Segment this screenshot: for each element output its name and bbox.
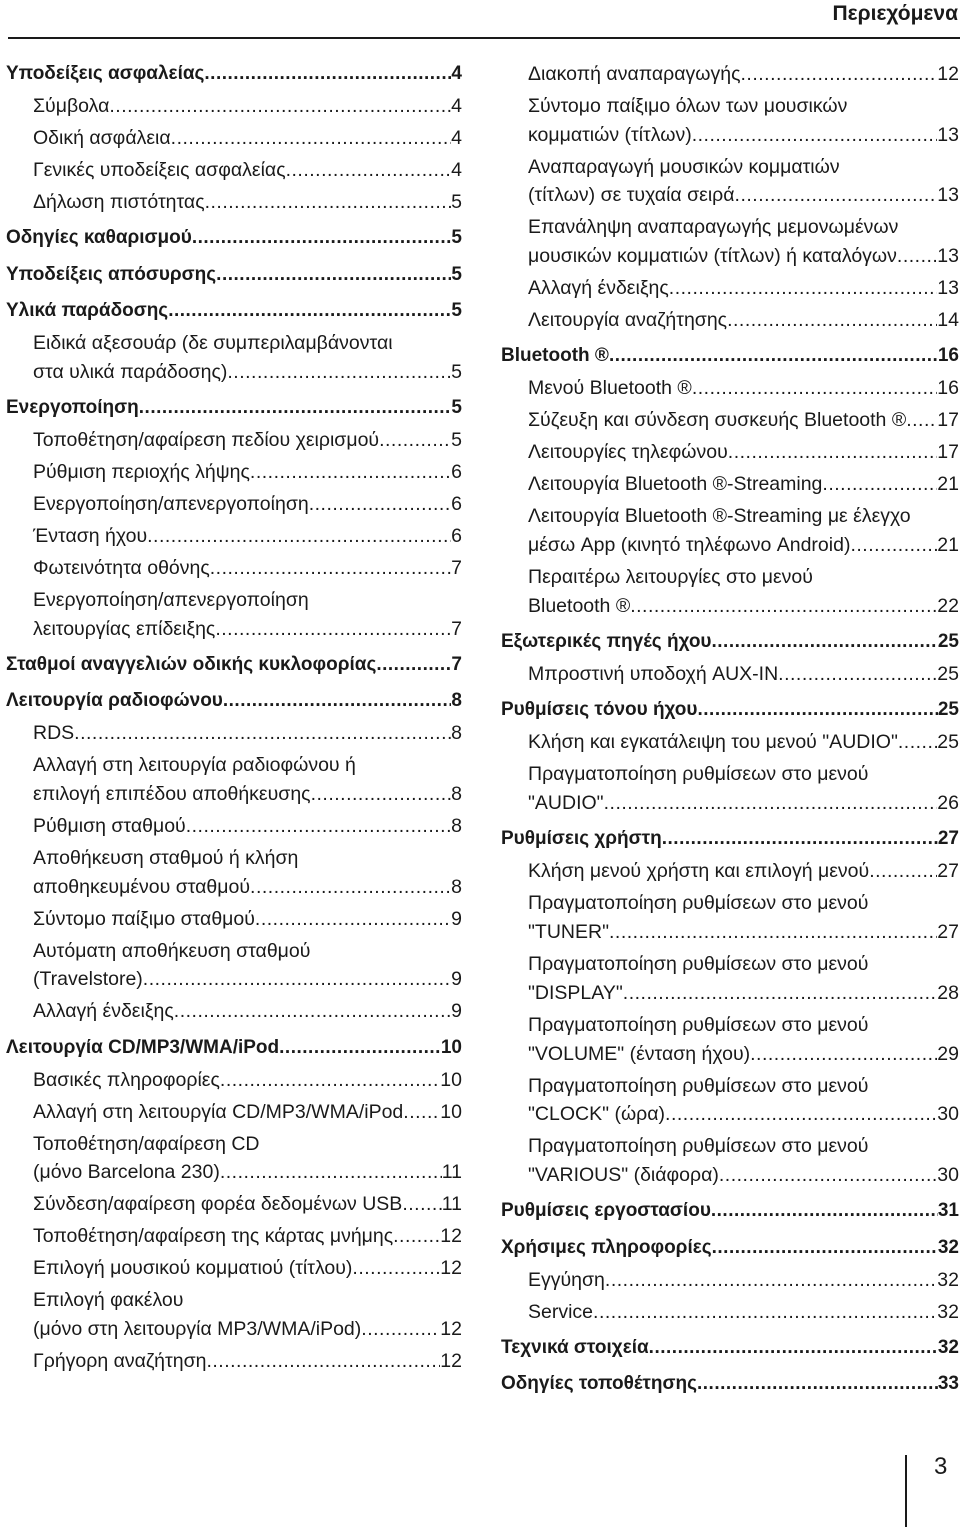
toc-entry-title: Ρυθμίσεις εργοστασίου [501,1200,711,1222]
toc-entry-title: Μενού Bluetooth ® [528,377,692,400]
toc-page-number: 27 [937,828,959,850]
toc-leader-dots [74,719,451,748]
toc-entry-title: Πραγματοποίηση ρυθμίσεων στο μενού [528,892,869,915]
toc-page-number: 6 [451,460,462,483]
toc-entry-title: Πραγματοποίηση ρυθμίσεων στο μενού [528,953,869,976]
toc-entry-title: λειτουργίας επίδειξης [33,617,216,640]
toc-entry[interactable] [6,1254,462,1283]
toc-section-heading[interactable] [6,60,462,89]
toc-entry[interactable] [501,857,959,886]
toc-leader-dots [869,857,937,886]
toc-leader-dots [204,60,451,89]
toc-page-number: 13 [937,245,959,268]
toc-entry-title: Ενεργοποίηση [6,396,139,418]
toc-page-number: 16 [937,345,959,367]
toc-leader-dots [309,490,451,519]
toc-page-number: 5 [451,227,462,249]
toc-page-number: 33 [937,1373,959,1395]
toc-section-heading[interactable] [6,1034,462,1063]
toc-entry-title: (μόνο στη λειτουργία MP3/WMA/iPod) [33,1318,362,1340]
toc-page-number: 12 [440,1257,462,1280]
toc-page-number: 4 [451,63,462,84]
toc-page-number: 5 [451,428,462,451]
toc-page-number: 13 [937,277,959,300]
toc-entry-title: Αναπαραγωγή μουσικών κομματιών [528,155,840,178]
toc-leader-dots [822,470,937,499]
toc-entry[interactable] [501,1266,959,1295]
toc-entry[interactable] [6,329,462,386]
toc-leader-dots [697,1370,938,1399]
toc-section-heading[interactable] [501,1197,959,1226]
toc-entry-title: Κλήση και εγκατάλειψη του μενού "AUDIO" [528,731,898,754]
toc-page-number: 30 [937,1103,959,1126]
toc-entry[interactable] [6,426,462,455]
toc-leader-dots [311,780,452,809]
toc-entry-title: Αποθήκευση σταθμού ή κλήση [33,846,299,869]
toc-entry[interactable] [501,274,959,303]
toc-leader-dots [604,789,938,818]
toc-entry-title: μέσω App (κινητό τηλέφωνο Android) [528,534,851,557]
toc-entry-title: Ενεργοποίηση/απενεργοποίηση [33,492,309,515]
toc-entry[interactable] [501,1072,959,1129]
toc-leader-dots [220,1158,442,1187]
toc-entry-title: Βασικές πληροφορίες [33,1068,220,1091]
toc-entry[interactable] [6,458,462,487]
toc-entry[interactable] [501,60,959,89]
header-divider [8,37,960,39]
toc-entry[interactable] [501,1298,959,1327]
toc-entry-title: Επιλογή μουσικού κομματιού (τίτλου) [33,1257,353,1280]
toc-page-number: 27 [937,921,959,944]
toc-entry[interactable] [6,1098,462,1127]
toc-section-heading[interactable] [6,261,462,290]
toc-entry-title: Ένταση ήχου [33,524,148,547]
toc-section-heading[interactable] [6,651,462,680]
toc-leader-dots [255,905,451,934]
toc-page-number: 12 [440,1225,462,1248]
toc-entry-title: Περαιτέρω λειτουργίες στο μενού [528,566,813,589]
toc-page-number: 10 [440,1036,462,1058]
toc-leader-dots [692,374,937,403]
toc-entry-title: Γενικές υποδείξεις ασφαλείας [33,159,286,181]
toc-entry[interactable] [501,1011,959,1068]
toc-entry[interactable] [6,937,462,994]
toc-page-number: 29 [937,1042,959,1065]
toc-entry-title: "AUDIO" [528,792,604,815]
toc-page-number: 11 [441,1193,462,1216]
toc-entry-title: Bluetooth ® [501,345,609,367]
toc-entry-title: Χρήσιμες πληροφορίες [501,1236,712,1258]
toc-section-heading[interactable] [6,297,462,326]
toc-leader-dots [897,242,937,271]
toc-entry-title: Υποδείξεις απόσυρσης [6,263,217,285]
toc-leader-dots [147,522,451,551]
toc-page-number: 32 [937,1336,959,1358]
toc-page-number: 12 [440,1350,462,1372]
toc-entry-title: Ενεργοποίηση/απενεργοποίηση [33,588,309,611]
toc-entry-title: Οδική ασφάλεια [33,127,171,149]
toc-entry[interactable] [501,760,959,817]
toc-entry-title: Λειτουργία CD/MP3/WMA/iPod [6,1036,280,1058]
toc-leader-dots [279,1034,441,1063]
toc-entry-title: Τοποθέτηση/αφαίρεση πεδίου χειρισμού [33,428,380,451]
toc-page-number: 25 [937,699,959,721]
toc-page-number: 7 [451,653,462,675]
toc-leader-dots [186,812,451,841]
toc-leader-dots [286,156,452,185]
toc-entry-title: Υλικά παράδοσης [6,299,169,321]
toc-entry-title: Δήλωση πιστότητας [33,191,205,213]
toc-leader-dots [205,188,452,217]
toc-page-number: 28 [937,981,959,1004]
toc-entry[interactable] [6,124,462,153]
toc-leader-dots [216,261,451,290]
toc-entry-title: κομματιών (τίτλων) [528,123,692,146]
toc-entry-title: Επιλογή φακέλου [33,1289,184,1312]
toc-entry[interactable] [6,997,462,1026]
toc-entry-title: "TUNER" [528,921,610,944]
toc-entry-title: Τεχνικά στοιχεία [501,1336,649,1358]
toc-entry[interactable] [6,719,462,748]
toc-page-number: 32 [937,1236,959,1258]
toc-leader-dots [379,426,451,455]
toc-entry[interactable] [501,406,959,435]
toc-page-number: 32 [937,1268,959,1291]
toc-entry[interactable] [501,153,959,210]
toc-leader-dots [778,660,937,689]
toc-page-number: 12 [440,1318,462,1340]
toc-section-heading[interactable] [501,342,959,371]
toc-page-number: 7 [451,617,462,640]
toc-leader-dots [712,1234,938,1263]
toc-page-number: 17 [937,441,959,464]
toc-leader-dots [174,997,451,1026]
toc-page-number: 5 [451,191,462,213]
toc-page-number: 5 [451,299,462,321]
toc-entry-title: Εξωτερικές πηγές ήχου [501,631,712,653]
toc-page-number: 4 [451,127,462,149]
toc-entry-title: Οδηγίες καθαρισμού [6,227,192,249]
toc-entry[interactable] [501,660,959,689]
toc-entry[interactable] [501,889,959,946]
toc-leader-dots [692,121,938,150]
toc-entry[interactable] [6,522,462,551]
toc-entry-title: επιλογή επιπέδου αποθήκευσης [33,782,311,805]
toc-page-number: 5 [451,263,462,285]
toc-section-heading[interactable] [6,394,462,423]
toc-entry[interactable] [501,563,959,620]
toc-entry[interactable] [501,1132,959,1189]
toc-entry[interactable] [6,1286,462,1343]
toc-leader-dots [403,1098,440,1127]
toc-section-heading[interactable] [501,825,959,854]
toc-page-number: 12 [937,63,959,85]
toc-entry-title: Πραγματοποίηση ρυθμίσεων στο μενού [528,1013,869,1036]
toc-entry[interactable] [501,438,959,467]
toc-entry-title: Υποδείξεις ασφαλείας [6,63,205,84]
toc-entry-title: Διακοπή αναπαραγωγής [528,63,741,85]
toc-leader-dots [210,554,451,583]
toc-entry-title: Ρύθμιση σταθμού [33,814,186,837]
toc-section-heading[interactable] [6,687,462,716]
page-header-title: Περιεχόμενα [832,2,958,25]
toc-leader-dots [223,687,452,716]
toc-entry-title: Ρύθμιση περιοχής λήψης [33,460,250,483]
toc-page-number: 4 [451,159,462,181]
toc-entry[interactable] [6,844,462,901]
toc-entry[interactable] [6,92,462,121]
toc-leader-dots [741,60,938,89]
toc-entry-title: "DISPLAY" [528,981,623,1004]
toc-entry[interactable] [6,1222,462,1251]
page-number: 3 [934,1453,948,1480]
footer-divider [905,1455,907,1527]
toc-entry-title: (Travelstore) [33,968,143,991]
toc-entry-title: Μπροστινή υποδοχή AUX-IN [528,663,779,686]
toc-page-number: 8 [451,690,462,712]
toc-leader-dots [250,458,451,487]
toc-leader-dots [361,1315,440,1344]
toc-entry[interactable] [6,156,462,185]
toc-page-number: 13 [937,123,959,146]
toc-entry-title: Αλλαγή ένδειξης [528,277,669,300]
toc-entry-title: "VARIOUS" (διάφορα) [528,1163,719,1186]
toc-leader-dots [605,1266,937,1295]
toc-entry[interactable] [6,751,462,808]
toc-page-number: 9 [451,1000,462,1023]
toc-leader-dots [906,406,937,435]
toc-entry-title: Σύνδεση/αφαίρεση φορέα δεδομένων USB [33,1193,403,1216]
toc-leader-dots [623,979,938,1008]
toc-page-number: 21 [937,473,959,496]
toc-leader-dots [109,92,451,121]
toc-column-right [501,60,959,1399]
toc-entry[interactable] [501,950,959,1007]
toc-entry-title: Λειτουργία αναζήτησης [528,309,728,332]
toc-entry-title: Ρυθμίσεις τόνου ήχου [501,699,698,721]
toc-leader-dots [192,224,452,253]
toc-page-number: 7 [451,556,462,579]
toc-leader-dots [697,696,937,725]
toc-leader-dots [665,1100,937,1129]
toc-entry[interactable] [6,1190,462,1219]
toc-entry-title: Αλλαγή ένδειξης [33,1000,174,1023]
toc-page-number: 5 [451,360,462,383]
toc-leader-dots [727,306,937,335]
toc-page-number: 9 [451,968,462,991]
toc-entry-title: Αυτόματη αποθήκευση σταθμού [33,939,311,962]
toc-entry-title: Ρυθμίσεις χρήστη [501,828,662,850]
toc-entry-title: Φωτεινότητα οθόνης [33,556,210,579]
toc-page-number: 21 [937,534,959,557]
toc-entry-title: Λειτουργίες τηλεφώνου [528,441,728,464]
toc-page-number: 31 [937,1200,959,1222]
toc-leader-dots [250,873,451,902]
toc-entry-title: Τοποθέτηση/αφαίρεση της κάρτας μνήμης [33,1225,394,1248]
toc-page-number: 8 [451,722,462,745]
toc-page-number: 9 [451,907,462,930]
toc-entry-title: Πραγματοποίηση ρυθμίσεων στο μενού [528,763,869,786]
toc-entry[interactable] [501,306,959,335]
toc-leader-dots [227,358,451,387]
toc-entry[interactable] [501,374,959,403]
toc-entry-title: Ειδικά αξεσουάρ (δε συμπεριλαμβάνονται [33,331,393,354]
toc-leader-dots [711,1197,938,1226]
toc-section-heading[interactable] [501,1334,959,1363]
toc-leader-dots [376,651,451,680]
toc-page-number: 5 [451,396,462,418]
toc-entry[interactable] [501,470,959,499]
toc-page-number: 8 [451,875,462,898]
toc-leader-dots [393,1222,440,1251]
toc-entry[interactable] [6,905,462,934]
toc-section-heading[interactable] [501,696,959,725]
toc-entry-title: "VOLUME" (ένταση ήχου) [528,1042,751,1065]
toc-leader-dots [630,592,937,621]
toc-page-number: 14 [937,309,959,332]
toc-leader-dots [711,628,937,657]
toc-page-number: 25 [937,631,959,653]
toc-page-number: 16 [937,377,959,400]
toc-page-number: 6 [451,524,462,547]
toc-entry-title: μουσικών κομματιών (τίτλων) ή καταλόγων [528,245,897,268]
toc-page-number: 4 [451,95,462,117]
toc-entry[interactable] [6,490,462,519]
toc-entry-title: Εγγύηση [528,1268,605,1291]
toc-section-heading[interactable] [501,1370,959,1399]
toc-entry[interactable] [6,188,462,217]
toc-entry-title: Σταθμοί αναγγελιών οδικής κυκλοφορίας [6,653,377,675]
toc-entry-title: Τοποθέτηση/αφαίρεση CD [33,1132,260,1155]
toc-leader-dots [139,394,452,423]
toc-entry-title: αποθηκευμένου σταθμού [33,875,251,898]
toc-leader-dots [220,1066,440,1095]
toc-leader-dots [669,274,938,303]
toc-entry-title: Επανάληψη αναπαραγωγής μεμονωμένων [528,216,899,239]
toc-page-number: 30 [937,1163,959,1186]
toc-entry-title: Πραγματοποίηση ρυθμίσεων στο μενού [528,1074,869,1097]
toc-entry-title: στα υλικά παράδοσης) [33,360,228,383]
toc-entry[interactable] [6,812,462,841]
toc-entry-title: Γρήγορη αναζήτηση [33,1350,207,1372]
toc-leader-dots [850,531,937,560]
toc-leader-dots [649,1334,938,1363]
toc-page-number: 8 [451,814,462,837]
toc-section-heading[interactable] [501,1234,959,1263]
toc-leader-dots [609,342,938,371]
toc-page-number: 26 [937,792,959,815]
toc-page-number: 8 [451,782,462,805]
toc-entry-title: Πραγματοποίηση ρυθμίσεων στο μενού [528,1135,869,1158]
toc-leader-dots [171,124,451,153]
toc-leader-dots [593,1298,937,1327]
toc-entry-title: Σύζευξη και σύνδεση συσκευής Bluetooth ® [528,409,907,432]
toc-entry[interactable] [6,554,462,583]
toc-page-number: 10 [440,1100,462,1123]
toc-page-number: 17 [937,409,959,432]
toc-entry[interactable] [501,92,959,149]
toc-page-number: 22 [937,594,959,617]
toc-leader-dots [206,1347,440,1376]
toc-entry[interactable] [501,213,959,270]
toc-leader-dots [719,1161,937,1190]
toc-entry-title: "CLOCK" (ώρα) [528,1103,666,1126]
toc-leader-dots [609,918,937,947]
toc-leader-dots [143,965,451,994]
toc-entry-title: Service [528,1300,594,1323]
toc-entry-title: RDS [33,722,75,745]
toc-entry[interactable] [6,1066,462,1095]
toc-leader-dots [168,297,451,326]
toc-entry[interactable] [501,728,959,757]
toc-entry[interactable] [6,586,462,643]
toc-entry[interactable] [6,1347,462,1376]
toc-column-left [6,60,462,1376]
toc-entry-title: Σύντομο παίξιμο σταθμού [33,907,255,930]
toc-leader-dots [728,438,938,467]
toc-entry-title: Bluetooth ® [528,594,631,617]
toc-entry-title: (μόνο Barcelona 230) [33,1161,220,1184]
toc-leader-dots [662,825,938,854]
toc-page-number: 6 [451,492,462,515]
toc-section-heading[interactable] [501,628,959,657]
toc-page-number: 25 [937,663,959,686]
toc-leader-dots [750,1040,937,1069]
toc-section-heading[interactable] [6,224,462,253]
toc-entry-title: Σύντομο παίξιμο όλων των μουσικών [528,95,848,117]
toc-page-number: 25 [937,731,959,754]
toc-leader-dots [215,615,451,644]
toc-entry[interactable] [501,502,959,559]
toc-entry-title: Αλλαγή στη λειτουργία ραδιοφώνου ή [33,754,356,777]
toc-page-number: 10 [440,1068,462,1091]
toc-leader-dots [402,1190,441,1219]
toc-leader-dots [898,728,937,757]
toc-entry-title: Αλλαγή στη λειτουργία CD/MP3/WMA/iPod [33,1100,404,1123]
toc-entry[interactable] [6,1130,462,1187]
toc-leader-dots [735,181,938,210]
toc-page-number: 11 [441,1161,462,1184]
toc-page-number: 27 [937,860,959,883]
toc-entry-title: Λειτουργία Bluetooth ®-Streaming με έλεγχο [528,505,911,528]
toc-entry-title: (τίτλων) σε τυχαία σειρά [528,184,735,207]
toc-leader-dots [352,1254,440,1283]
toc-entry-title: Λειτουργία ραδιοφώνου [6,690,223,712]
toc-entry-title: Σύμβολα [33,95,110,117]
toc-entry-title: Κλήση μενού χρήστη και επιλογή μενού [528,860,870,883]
toc-entry-title: Οδηγίες τοποθέτησης [501,1373,697,1395]
toc-entry-title: Λειτουργία Bluetooth ®-Streaming [528,473,823,496]
toc-page-number: 13 [937,184,959,207]
toc-page-number: 32 [937,1300,959,1323]
